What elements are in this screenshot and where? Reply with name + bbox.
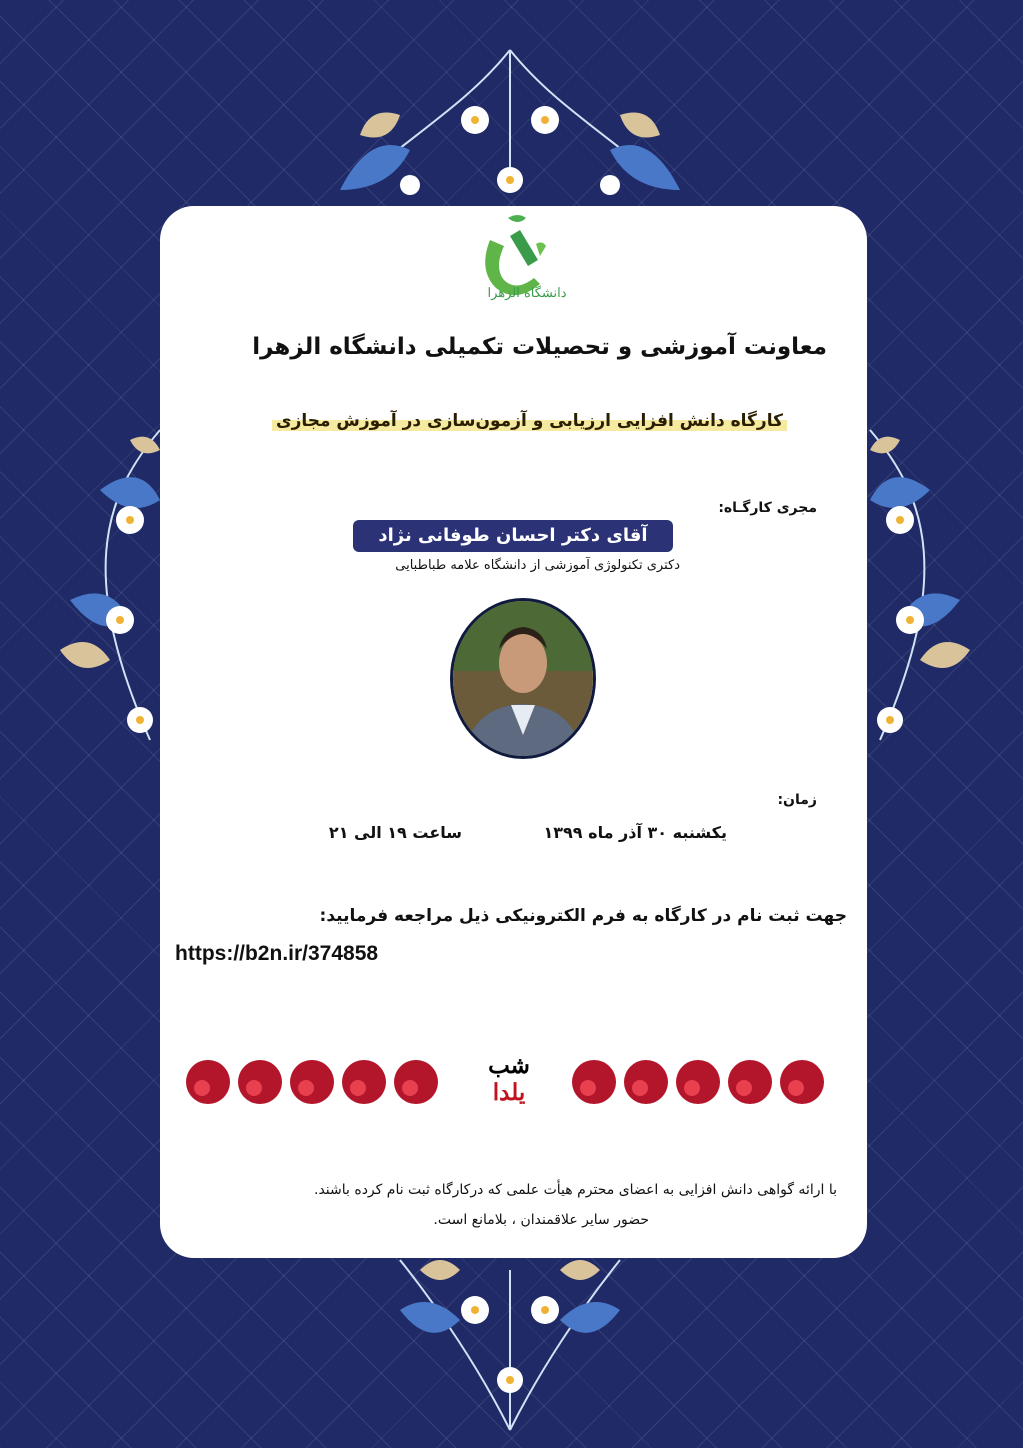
workshop-title [200,411,787,431]
presenter-description: دکتری تکنولوژی آموزشی از دانشگاه علامه طباطبایی [395,558,680,573]
right-floral-ornament-icon [865,420,990,750]
bottom-floral-ornament-icon [380,1250,640,1440]
workshop-title-text: کارگاه دانش افزایی ارزیابی و آزمون‌سازی در آموزش مجازی [272,411,787,431]
top-floral-ornament-icon [300,40,720,220]
content-card [160,206,867,1258]
presenter-label: مجری کارگـاه: [718,500,817,516]
yalda-word-2: یلدا [492,1079,526,1106]
yalda-title [478,1052,540,1106]
yalda-word-1: شب [488,1052,530,1079]
presenter-photo [450,598,596,759]
date-text: یکشنبه ۳۰ آذر ماه ۱۳۹۹ [543,823,727,842]
registration-link[interactable]: https://b2n.ir/374858 [175,942,379,965]
page-title: معاونت آموزشی و تحصیلات تکمیلی دانشگاه الزهرا [252,334,827,360]
presenter-portrait-icon [453,601,593,756]
presenter-name-badge: آقای دکتر احسان طوفانی نژاد [353,520,673,552]
hours-text: ساعت ۱۹ الی ۲۱ [328,823,462,842]
time-label: زمان: [777,792,817,808]
pomegranate-row-left-icon [182,1048,462,1112]
certificate-note: با ارائه گواهی دانش افزایی به اعضای محترم هیأت علمی که درکارگاه ثبت نام کرده باشند. [314,1182,837,1198]
pomegranate-row-right-icon [568,1048,848,1112]
attendance-note: حضور سایر علاقمندان ، بلامانع است. [433,1212,649,1228]
logo-text: دانشگاه الزهرا [487,286,567,301]
registration-text: جهت ثبت نام در کارگاه به فرم الکترونیکی ذیل مراجعه فرمایید: [319,906,847,926]
left-floral-ornament-icon [40,420,165,750]
